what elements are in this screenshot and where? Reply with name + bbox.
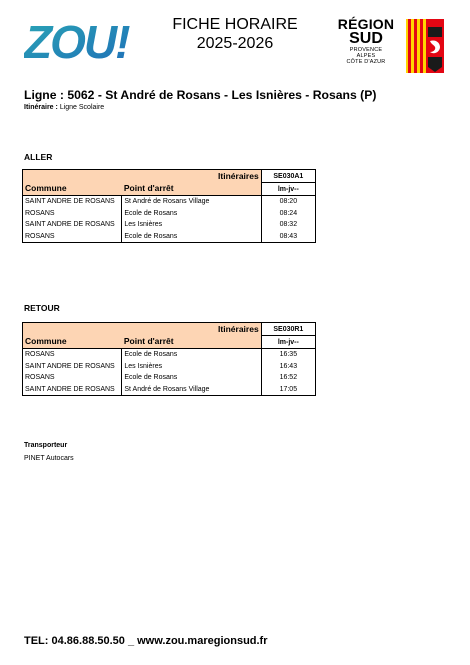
point-cell: St André de Rosans Village — [122, 196, 261, 208]
time-cell: 08:24 — [261, 208, 315, 220]
commune-header: Commune — [23, 336, 122, 349]
ligne-title: Ligne : 5062 - St André de Rosans - Les Isnières - Rosans (P) — [24, 88, 377, 102]
commune-cell: SAINT ANDRE DE ROSANS — [23, 196, 122, 208]
region-subtitle — [330, 47, 402, 65]
time-cell: 16:35 — [261, 349, 315, 361]
fiche-title-line1: FICHE HORAIRE — [172, 16, 298, 33]
point-cell: Les Isnières — [122, 219, 261, 231]
table-row — [23, 196, 316, 208]
sud-word: SUD — [349, 30, 383, 47]
fiche-title-year: 2025-2026 — [196, 35, 274, 52]
point-cell: Ecole de Rosans — [122, 231, 261, 243]
retour-column-header-row — [23, 336, 316, 349]
point-cell: Ecole de Rosans — [122, 208, 261, 220]
route-id: SE030R1 — [261, 323, 315, 336]
region-flag-icon — [406, 19, 444, 73]
table-row — [23, 361, 316, 373]
commune-cell: ROSANS — [23, 349, 122, 361]
transporteur-label: Transporteur — [24, 442, 68, 449]
commune-cell: ROSANS — [23, 372, 122, 384]
point-arret-header: Point d'arrêt — [122, 336, 261, 349]
header-blank — [23, 323, 122, 336]
zou-logo — [24, 18, 150, 64]
itineraires-label: Itinéraires — [122, 170, 261, 183]
footer-contact: TEL: 04.86.88.50.50 _ www.zou.maregionsud.fr — [24, 635, 268, 647]
aller-label: ALLER — [24, 152, 53, 162]
commune-cell: SAINT ANDRE DE ROSANS — [23, 219, 122, 231]
itineraire-value: Ligne Scolaire — [59, 104, 105, 111]
point-cell: St André de Rosans Village — [122, 384, 261, 396]
retour-label: RETOUR — [24, 303, 60, 313]
time-cell: 08:20 — [261, 196, 315, 208]
table-row — [23, 372, 316, 384]
days-header: lm-jv-- — [261, 183, 315, 196]
itineraire-line — [24, 104, 104, 111]
aller-itineraires-row — [23, 170, 316, 183]
table-row — [23, 384, 316, 396]
time-cell: 16:52 — [261, 372, 315, 384]
region-sub-cote-azur: CÔTE D'AZUR — [346, 59, 386, 65]
commune-cell: ROSANS — [23, 231, 122, 243]
region-sud-logo — [330, 17, 445, 75]
fiche-horaire-title — [160, 15, 310, 53]
time-cell: 08:32 — [261, 219, 315, 231]
region-sub-provence: PROVENCE — [349, 47, 383, 53]
point-cell: Ecole de Rosans — [122, 372, 261, 384]
point-cell: Ecole de Rosans — [122, 349, 261, 361]
time-cell: 17:05 — [261, 384, 315, 396]
region-word: RÉGION — [337, 16, 395, 32]
retour-timetable — [22, 322, 316, 396]
region-sud-text — [330, 17, 402, 65]
table-row — [23, 231, 316, 243]
transporteur-name: PINET Autocars — [24, 455, 74, 462]
time-cell: 16:43 — [261, 361, 315, 373]
point-cell: Les Isnières — [122, 361, 261, 373]
commune-cell: ROSANS — [23, 208, 122, 220]
point-arret-header: Point d'arrêt — [122, 183, 261, 196]
table-row — [23, 219, 316, 231]
region-sub-alpes: ALPES — [356, 53, 376, 59]
table-row — [23, 349, 316, 361]
time-cell: 08:43 — [261, 231, 315, 243]
retour-itineraires-row — [23, 323, 316, 336]
header-blank — [23, 170, 122, 183]
itineraire-label: Itinéraire : — [24, 104, 58, 111]
route-id: SE030A1 — [261, 170, 315, 183]
zou-logo-text: ZOU! — [24, 18, 129, 64]
aller-column-header-row — [23, 183, 316, 196]
itineraires-label: Itinéraires — [122, 323, 261, 336]
commune-header: Commune — [23, 183, 122, 196]
aller-timetable — [22, 169, 316, 243]
days-header: lm-jv-- — [261, 336, 315, 349]
table-row — [23, 208, 316, 220]
commune-cell: SAINT ANDRE DE ROSANS — [23, 361, 122, 373]
commune-cell: SAINT ANDRE DE ROSANS — [23, 384, 122, 396]
